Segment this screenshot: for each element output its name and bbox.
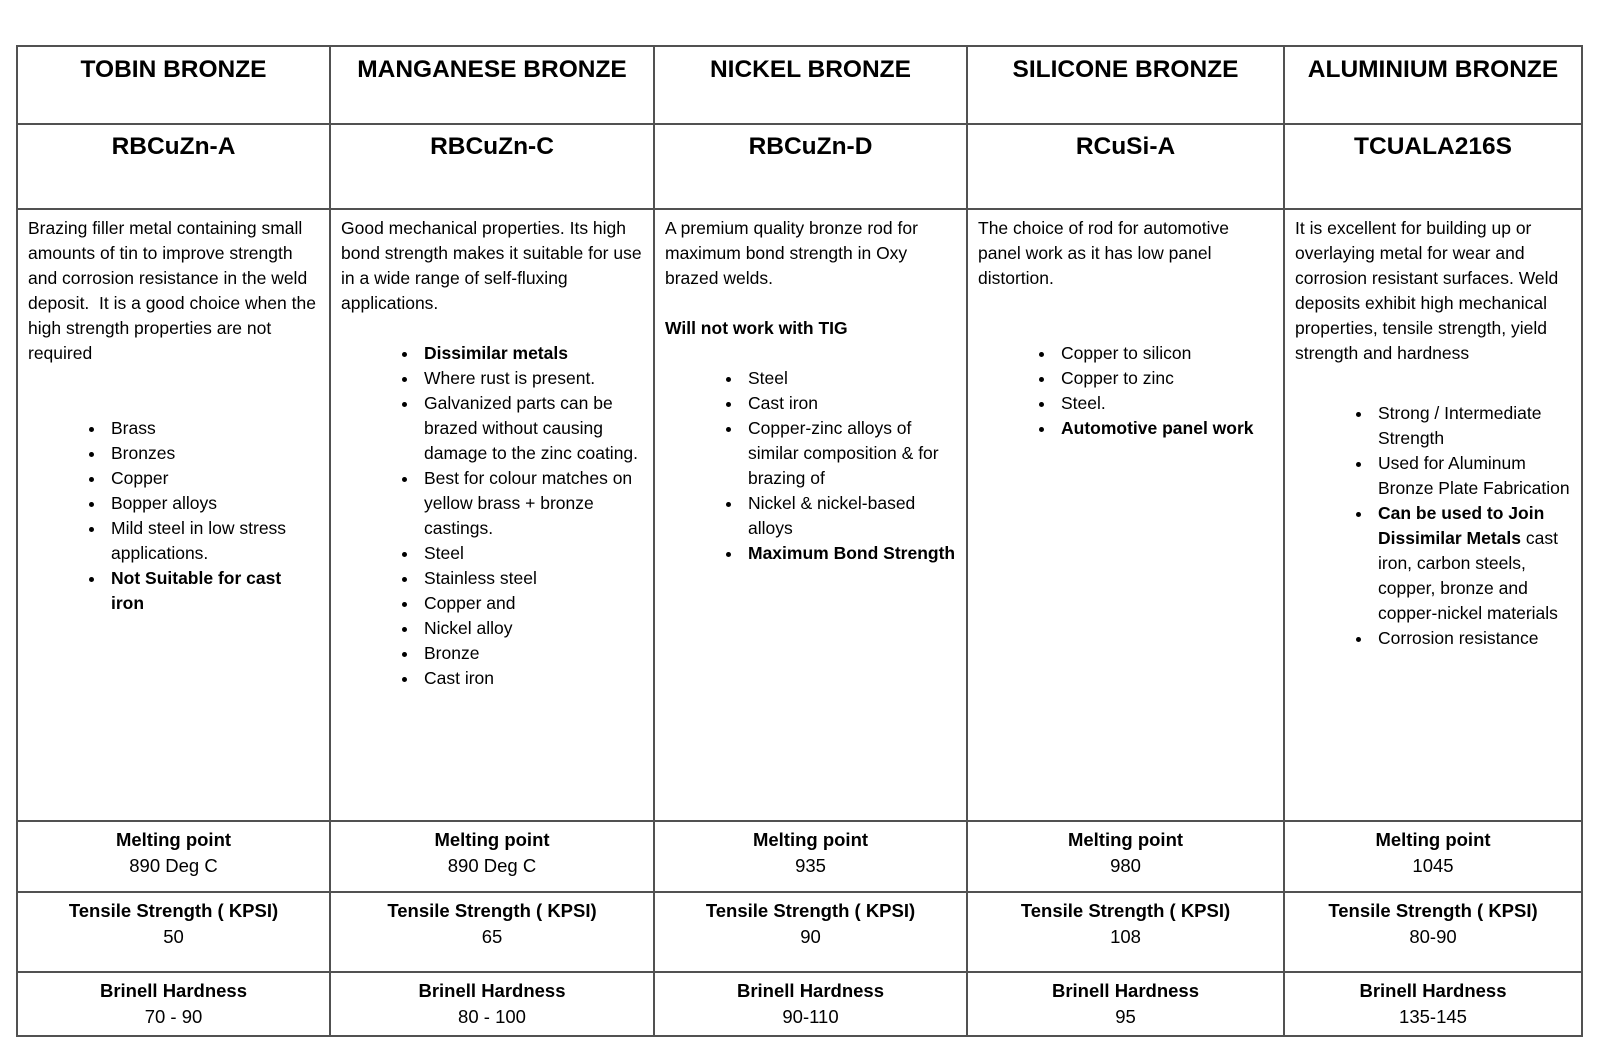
bullet-item: • Nickel alloy [419, 616, 643, 641]
melting-cell-nickel [655, 822, 966, 891]
bullet-item: • Galvanized parts can be brazed without causing damage to the zinc coating. [419, 391, 643, 466]
tensile-strength-label: Tensile Strength ( KPSI) [1020, 900, 1231, 921]
description-cell-tobin [18, 210, 329, 820]
bullet-item: • Dissimilar metals [419, 341, 643, 366]
description-cell-aluminium [1285, 210, 1581, 820]
description-cell-nickel [655, 210, 966, 820]
alloy-code-tobin: RBCuZn-A [111, 133, 236, 160]
code-cell-manganese [331, 125, 653, 208]
column-name-nickel: NICKEL BRONZE [709, 56, 911, 83]
melting-point-value: 935 [795, 855, 826, 876]
bullet-item: • Bronzes [106, 441, 319, 466]
name-cell-tobin [18, 47, 329, 123]
tig-warning-note: Will not work with TIG [665, 318, 848, 338]
brinell-cell-aluminium [1285, 973, 1581, 1035]
tensile-strength-value: 108 [1110, 926, 1141, 947]
description-paragraph: Brazing filler metal containing small amounts of tin to improve strength and corrosion resistance in the weld deposit. It is a good choice when the high strength properties are not required [28, 218, 321, 363]
brinell-cell-tobin [18, 973, 329, 1035]
tensile-cell-tobin [18, 893, 329, 971]
bullet-item: • Steel. [1056, 391, 1273, 416]
alloy-code-manganese: RBCuZn-C [430, 133, 554, 160]
description-cell-silicone [968, 210, 1283, 820]
melting-point-value: 1045 [1412, 855, 1454, 876]
melting-point-value: 890 Deg C [129, 855, 218, 876]
brinell-hardness-value: 90-110 [782, 1006, 839, 1027]
bullet-item: • Bopper alloys [106, 491, 319, 516]
bullet-item: • Copper and [419, 591, 643, 616]
alloy-code-silicone: RCuSi-A [1075, 133, 1176, 160]
brinell-hardness-label: Brinell Hardness [99, 980, 248, 1001]
tensile-cell-nickel [655, 893, 966, 971]
bullet-item: • Steel [419, 541, 643, 566]
code-cell-tobin [18, 125, 329, 208]
tensile-strength-value: 50 [163, 926, 184, 947]
column-name-silicone: SILICONE BRONZE [1012, 56, 1239, 83]
bullet-item: • Nickel & nickel-based alloys [743, 491, 956, 541]
bullet-item: • Steel [743, 366, 956, 391]
tensile-cell-aluminium [1285, 893, 1581, 971]
code-cell-aluminium [1285, 125, 1581, 208]
column-name-tobin: TOBIN BRONZE [80, 56, 267, 83]
bullet-item: • Copper to silicon [1056, 341, 1273, 366]
bullet-list-silicone [978, 341, 1273, 441]
tensile-strength-value: 65 [481, 926, 503, 947]
brinell-hardness-value: 135-145 [1399, 1006, 1467, 1027]
brinell-hardness-label: Brinell Hardness [1051, 980, 1200, 1001]
melting-point-value: 890 Deg C [447, 855, 537, 876]
brinell-cell-manganese [331, 973, 653, 1035]
bullet-item: • Brass [106, 416, 319, 441]
melting-point-label: Melting point [115, 829, 232, 850]
description-paragraph: A premium quality bronze rod for maximum bond strength in Oxy brazed welds. [665, 218, 923, 288]
bullet-item: • Cast iron [419, 666, 643, 691]
bullet-item: • Copper to zinc [1056, 366, 1273, 391]
column-name-manganese: MANGANESE BRONZE [357, 56, 627, 83]
description-cell-manganese [331, 210, 653, 820]
name-cell-aluminium [1285, 47, 1581, 123]
bullet-item: • Mild steel in low stress applications. [106, 516, 319, 566]
melting-cell-manganese [331, 822, 653, 891]
bullet-item: • Can be used to Join Dissimilar Metals cast iron, carbon steels, copper, bronze and copper-nickel materials [1373, 501, 1571, 626]
brinell-hardness-label: Brinell Hardness [418, 980, 566, 1001]
bullet-item: • Used for Aluminum Bronze Plate Fabrication [1373, 451, 1571, 501]
bullet-item: • Copper [106, 466, 319, 491]
bronze-comparison-table [16, 45, 1583, 1037]
melting-point-value: 980 [1110, 855, 1141, 876]
bullet-item: • Where rust is present. [419, 366, 643, 391]
description-paragraph: The choice of rod for automotive panel work as it has low panel distortion. [978, 218, 1234, 288]
bullet-list-tobin [28, 416, 319, 616]
code-cell-nickel [655, 125, 966, 208]
bullet-item: • Maximum Bond Strength [743, 541, 956, 566]
tensile-strength-label: Tensile Strength ( KPSI) [705, 900, 916, 921]
tensile-strength-value: 90 [800, 926, 821, 947]
name-cell-manganese [331, 47, 653, 123]
brinell-hardness-value: 95 [1115, 1006, 1136, 1027]
melting-point-label: Melting point [752, 829, 869, 850]
bullet-list-nickel [665, 366, 956, 566]
brinell-hardness-label: Brinell Hardness [1359, 980, 1507, 1001]
brinell-hardness-value: 70 - 90 [144, 1006, 203, 1027]
bullet-list-aluminium [1295, 401, 1571, 651]
description-paragraph: It is excellent for building up or overlaying metal for wear and corrosion resistant surfaces. Weld deposits exhibit high mechanical properties, tensile strength, yield strength and hardness [1295, 218, 1564, 363]
tensile-strength-value: 80-90 [1409, 926, 1457, 947]
name-cell-silicone [968, 47, 1283, 123]
tensile-cell-manganese [331, 893, 653, 971]
bullet-list-manganese [341, 341, 643, 691]
brinell-hardness-label: Brinell Hardness [736, 980, 885, 1001]
melting-point-label: Melting point [434, 829, 550, 850]
description-paragraph: Good mechanical properties. Its high bond strength makes it suitable for use in a wide range of self-fluxing applications. [341, 218, 647, 313]
bullet-item: • Strong / Intermediate Strength [1373, 401, 1571, 451]
melting-point-label: Melting point [1067, 829, 1184, 850]
bullet-item: • Cast iron [743, 391, 956, 416]
bullet-item: • Corrosion resistance [1373, 626, 1571, 651]
column-name-aluminium: ALUMINIUM BRONZE [1307, 56, 1559, 83]
melting-cell-aluminium [1285, 822, 1581, 891]
alloy-code-nickel: RBCuZn-D [748, 133, 873, 160]
tensile-strength-label: Tensile Strength ( KPSI) [387, 900, 597, 921]
alloy-code-aluminium: TCUALA216S [1354, 133, 1512, 160]
brinell-cell-nickel [655, 973, 966, 1035]
melting-point-label: Melting point [1375, 829, 1491, 850]
bullet-item: • Automotive panel work [1056, 416, 1273, 441]
tensile-cell-silicone [968, 893, 1283, 971]
tensile-strength-label: Tensile Strength ( KPSI) [68, 900, 279, 921]
bullet-item: • Best for colour matches on yellow brass + bronze castings. [419, 466, 643, 541]
melting-cell-tobin [18, 822, 329, 891]
melting-cell-silicone [968, 822, 1283, 891]
brinell-hardness-value: 80 - 100 [458, 1006, 526, 1027]
code-cell-silicone [968, 125, 1283, 208]
bullet-item: • Stainless steel [419, 566, 643, 591]
bullet-item: • Copper-zinc alloys of similar composition & for brazing of [743, 416, 956, 491]
name-cell-nickel [655, 47, 966, 123]
bullet-item: • Not Suitable for cast iron [106, 566, 319, 616]
tensile-strength-label: Tensile Strength ( KPSI) [1328, 900, 1538, 921]
bullet-item: • Bronze [419, 641, 643, 666]
brinell-cell-silicone [968, 973, 1283, 1035]
